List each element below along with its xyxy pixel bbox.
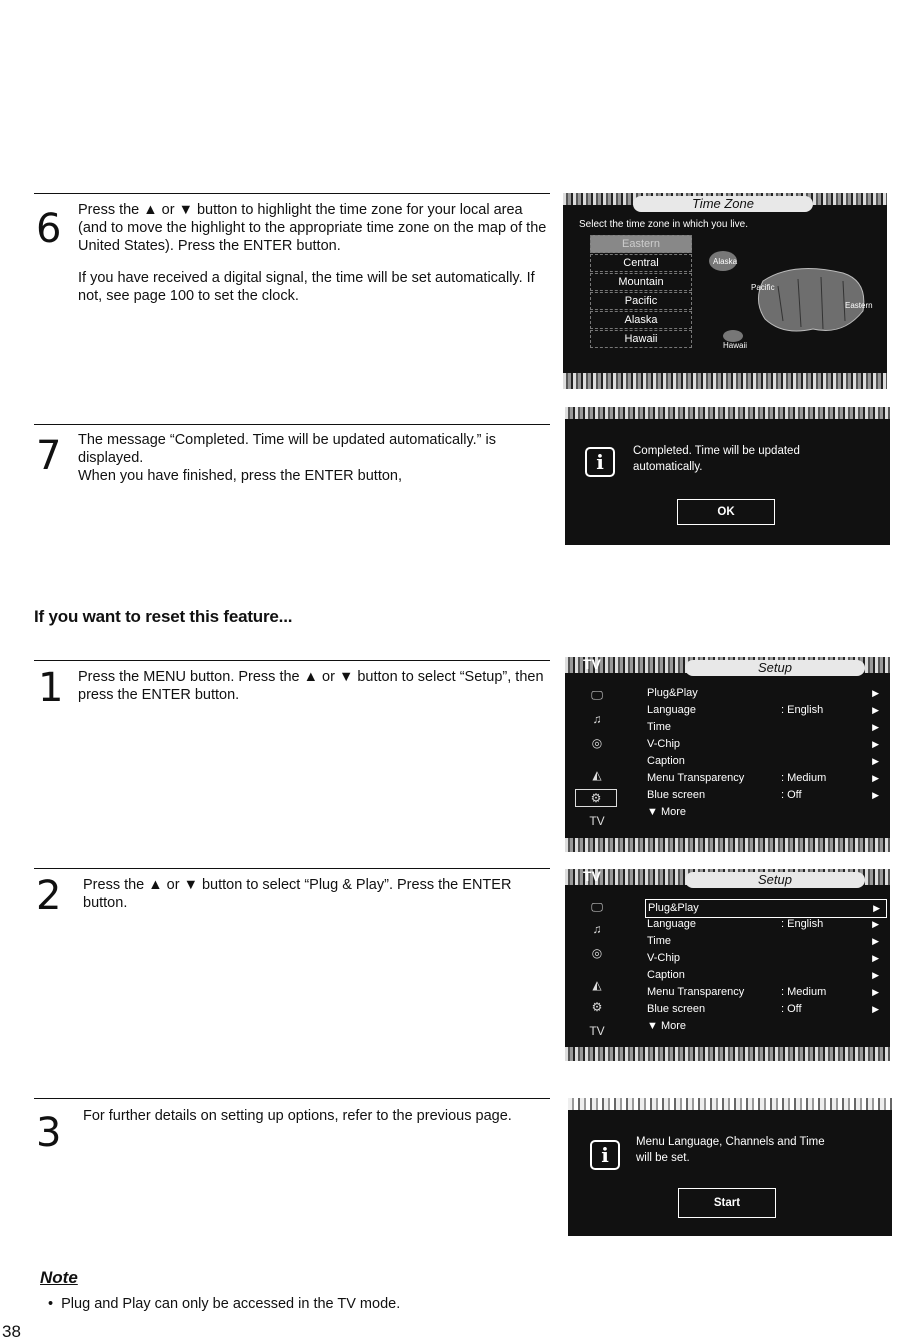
menu-row-label: ▼ More (647, 806, 687, 818)
setup-icon[interactable]: ⚙ (575, 789, 617, 807)
step-6-paragraph-1: Press the ▲ or ▼ button to highlight the time zone for your local area (and to move the highlight to the appropriate time zone on the map of the United States). Press the ENTER button. (78, 202, 547, 254)
menu-row-value: : Medium (781, 986, 827, 998)
arrow-right-icon: ▶ (872, 756, 879, 766)
menu-row[interactable] (645, 967, 885, 984)
time-zone-list (590, 235, 692, 349)
setup-menu-screen (565, 657, 890, 852)
screen-footer-bar (563, 373, 887, 389)
pip-icon: ◭ (592, 978, 602, 992)
picture-icon: 🖵 (591, 688, 603, 702)
menu-row-label: Caption (647, 969, 685, 981)
map-label-pacific: Pacific (751, 283, 775, 292)
arrow-right-icon: ▶ (872, 987, 879, 997)
info-icon: i (585, 447, 615, 477)
menu-row-label: Blue screen (647, 789, 706, 801)
menu-row[interactable] (645, 702, 885, 719)
ok-button[interactable]: OK (677, 499, 775, 525)
menu-row-label: Menu Transparency (647, 986, 745, 998)
plug-play-start-screen (568, 1098, 892, 1236)
menu-row[interactable] (645, 770, 885, 787)
menu-row-label: ▼ More (647, 1020, 687, 1032)
menu-row-value: : Off (781, 1003, 802, 1015)
tv-logo: TV (583, 869, 601, 884)
menu-row-label: Language (647, 704, 696, 716)
menu-row-label: Caption (647, 755, 685, 767)
menu-row-more[interactable] (645, 1018, 885, 1035)
step-3-number: 3 (36, 1110, 62, 1156)
step-2-number: 2 (36, 873, 62, 919)
step-1-rule (34, 660, 550, 661)
menu-row-label: Time (647, 935, 672, 947)
arrow-right-icon: ▶ (872, 970, 879, 980)
step-1-text (78, 668, 548, 718)
step-2-paragraph-1: Press the ▲ or ▼ button to select “Plug & Play”. Press the ENTER button. (83, 877, 512, 911)
menu-row-label: Menu Transparency (647, 772, 745, 784)
arrow-right-icon: ▶ (872, 722, 879, 732)
screen-header-bar (568, 1098, 892, 1110)
section-title: If you want to reset this feature... (34, 607, 293, 626)
menu-row-value: : English (781, 704, 824, 716)
setup-icon: ⚙ (591, 1000, 603, 1014)
plug-play-menu-screen (565, 869, 890, 1061)
tv-input-icon: TV (589, 814, 605, 828)
completed-message: Completed. Time will be updated automatically. (633, 445, 800, 473)
setup-title: Setup (685, 872, 865, 888)
plug-play-message: Menu Language, Channels and Time will be set. (636, 1136, 825, 1164)
menu-row-label: Time (647, 721, 672, 733)
menu-row[interactable] (645, 753, 885, 770)
menu-row-label: Plug&Play (647, 687, 698, 699)
step-7-rule (34, 424, 550, 425)
step-3-paragraph-1: For further details on setting up options, refer to the previous page. (83, 1108, 512, 1124)
tv-logo: TV (583, 657, 601, 672)
pip-icon: ◭ (592, 768, 602, 782)
sound-icon: ♫ (592, 922, 602, 936)
arrow-right-icon: ▶ (872, 688, 879, 698)
menu-row[interactable] (645, 719, 885, 736)
screen-footer-bar (565, 838, 890, 852)
menu-row[interactable] (645, 736, 885, 753)
menu-row-more[interactable] (645, 804, 885, 821)
menu-row[interactable] (645, 950, 885, 967)
time-zone-item[interactable]: Central (590, 254, 692, 272)
step-6-rule (34, 193, 550, 194)
arrow-right-icon: ▶ (872, 1004, 879, 1014)
menu-row-label: V-Chip (647, 738, 681, 750)
step-7-text (78, 431, 548, 499)
time-zone-instruction: Select the time zone in which you live. (579, 219, 748, 230)
us-map (703, 241, 878, 353)
sound-icon: ♫ (592, 712, 602, 726)
step-6-paragraph-2: If you have received a digital signal, the time will be set automatically. If not, see page 100 to set the clock. (78, 270, 535, 304)
map-label-alaska: Alaska (713, 257, 738, 266)
start-button[interactable]: Start (678, 1188, 776, 1218)
step-7-number: 7 (36, 433, 62, 479)
step-3-text (83, 1107, 553, 1139)
arrow-right-icon: ▶ (872, 705, 879, 715)
step-2-text (83, 876, 553, 926)
setup-title: Setup (685, 660, 865, 676)
arrow-right-icon: ▶ (872, 919, 879, 929)
map-label-eastern: Eastern (845, 301, 873, 310)
menu-row-value: : Off (781, 789, 802, 801)
step-3-rule (34, 1098, 550, 1099)
menu-row-label: V-Chip (647, 952, 681, 964)
note-item (48, 1296, 400, 1312)
arrow-right-icon: ▶ (872, 773, 879, 783)
info-icon: i (590, 1140, 620, 1170)
menu-row[interactable] (645, 787, 885, 804)
menu-row[interactable] (645, 1001, 885, 1018)
step-6-text (78, 201, 548, 319)
screen-footer-bar (565, 1047, 890, 1061)
channel-icon: ◎ (591, 736, 603, 750)
note-item-text: Plug and Play can only be accessed in the TV mode. (61, 1296, 401, 1312)
screen-header-bar (565, 407, 890, 419)
completed-screen (565, 407, 890, 545)
step-6-number: 6 (36, 206, 62, 252)
step-1-number: 1 (38, 665, 64, 711)
time-zone-item[interactable]: Eastern (590, 235, 692, 253)
menu-row[interactable] (645, 933, 885, 950)
time-zone-screen (563, 193, 887, 389)
menu-row[interactable] (645, 984, 885, 1001)
menu-row[interactable] (645, 685, 885, 702)
arrow-right-icon: ▶ (872, 739, 879, 749)
time-zone-item[interactable]: Alaska (590, 311, 692, 329)
menu-row[interactable] (645, 916, 885, 933)
arrow-right-icon: ▶ (873, 903, 880, 913)
note-title: Note (40, 1268, 78, 1287)
step-7-paragraph-1: The message “Completed. Time will be updated automatically.” is displayed. When you have finished, press the ENTER button, (78, 432, 497, 484)
menu-row-label: Language (647, 918, 696, 930)
time-zone-title: Time Zone (633, 196, 813, 212)
channel-icon: ◎ (591, 946, 603, 960)
arrow-right-icon: ▶ (872, 953, 879, 963)
step-1-paragraph-1: Press the MENU button. Press the ▲ or ▼ button to select “Setup”, then press the ENTER button. (78, 669, 544, 703)
arrow-right-icon: ▶ (872, 936, 879, 946)
menu-row-value: : English (781, 918, 824, 930)
menu-row-label: Blue screen (647, 1003, 706, 1015)
map-label-hawaii: Hawaii (723, 341, 748, 350)
step-2-rule (34, 868, 550, 869)
time-zone-item[interactable]: Mountain (590, 273, 692, 291)
bullet-icon: • (48, 1296, 62, 1312)
menu-row-value: : Medium (781, 772, 827, 784)
time-zone-item[interactable]: Pacific (590, 292, 692, 310)
arrow-right-icon: ▶ (872, 790, 879, 800)
tv-input-icon: TV (589, 1024, 605, 1038)
page-number: 38 (2, 1322, 21, 1341)
menu-row-label: Plug&Play (648, 902, 699, 914)
picture-icon: 🖵 (591, 900, 603, 914)
time-zone-item[interactable]: Hawaii (590, 330, 692, 348)
